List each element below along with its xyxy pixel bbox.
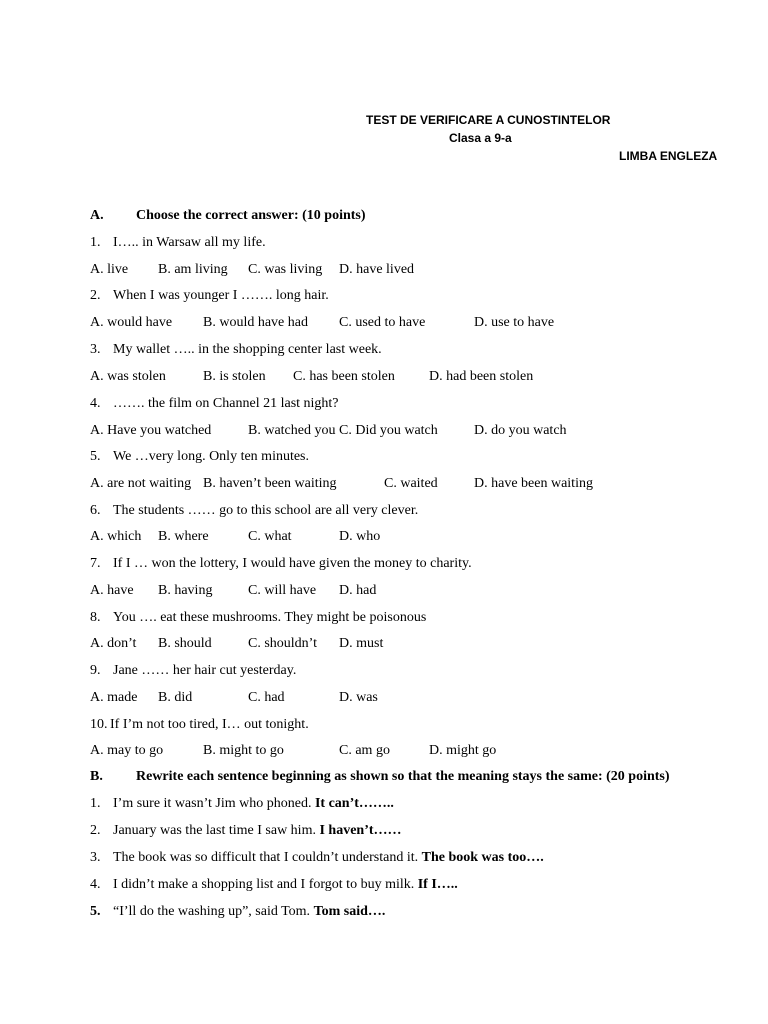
question-text: I….. in Warsaw all my life. bbox=[113, 235, 266, 250]
rewrite-prompt: I haven’t…… bbox=[319, 823, 402, 838]
answer-option: D. must bbox=[339, 636, 384, 651]
answer-option: C. Did you watch bbox=[339, 423, 438, 438]
answer-option: C. shouldn’t bbox=[248, 636, 317, 651]
answer-option: A. would have bbox=[90, 315, 173, 330]
question-8 bbox=[90, 610, 426, 626]
answer-option: C. had bbox=[248, 690, 285, 705]
question-number: 4. bbox=[90, 396, 101, 411]
question-text: Jane …… her hair cut yesterday. bbox=[113, 663, 297, 678]
rewrite-item-2 bbox=[90, 823, 402, 839]
answer-option: B. would have had bbox=[203, 315, 308, 330]
answer-option: A. are not waiting bbox=[90, 476, 192, 491]
answer-option: B. should bbox=[158, 636, 212, 651]
answer-option: A. which bbox=[90, 529, 142, 544]
answer-option: D. use to have bbox=[474, 315, 555, 330]
rewrite-sentence: January was the last time I saw him. bbox=[113, 823, 320, 838]
question-3 bbox=[90, 342, 382, 358]
answer-option: B. haven’t been waiting bbox=[203, 476, 337, 491]
answer-option: B. might to go bbox=[203, 743, 284, 758]
question-6 bbox=[90, 503, 418, 519]
rewrite-prompt: If I….. bbox=[417, 877, 458, 892]
question-1 bbox=[90, 235, 266, 251]
question-9 bbox=[90, 663, 296, 679]
answer-option: A. made bbox=[90, 690, 138, 705]
answer-option: A. live bbox=[90, 262, 129, 277]
question-number: 9. bbox=[90, 663, 101, 678]
rewrite-prompt: It can’t…….. bbox=[314, 796, 394, 811]
section-a-letter: A. bbox=[90, 208, 104, 223]
answer-option: A. was stolen bbox=[90, 369, 166, 384]
question-number: 1. bbox=[90, 235, 101, 250]
rewrite-item-3 bbox=[90, 850, 544, 866]
question-text: My wallet ….. in the shopping center last week. bbox=[113, 342, 382, 357]
question-text: The students …… go to this school are all very clever. bbox=[113, 503, 419, 518]
answer-option: A. Have you watched bbox=[90, 423, 212, 438]
answer-option: D. had bbox=[339, 583, 377, 598]
rewrite-sentence: “I’ll do the washing up”, said Tom. bbox=[113, 904, 314, 919]
answer-option: D. was bbox=[339, 690, 378, 705]
answer-option: D. had been stolen bbox=[429, 369, 534, 384]
answer-option: C. was living bbox=[248, 262, 323, 277]
answer-option: A. don’t bbox=[90, 636, 137, 651]
answer-option: B. did bbox=[158, 690, 193, 705]
answer-option: B. am living bbox=[158, 262, 228, 277]
rewrite-sentence: I’m sure it wasn’t Jim who phoned. bbox=[113, 796, 315, 811]
question-number: 8. bbox=[90, 610, 101, 625]
rewrite-number: 3. bbox=[90, 850, 101, 865]
rewrite-sentence: I didn’t make a shopping list and I forgot to buy milk. bbox=[113, 877, 418, 892]
rewrite-number: 5. bbox=[90, 904, 101, 919]
answer-option: A. have bbox=[90, 583, 134, 598]
subject-label: LIMBA ENGLEZA bbox=[619, 149, 718, 163]
question-7 bbox=[90, 556, 472, 572]
question-number: 7. bbox=[90, 556, 101, 571]
question-text: You …. eat these mushrooms. They might be poisonous bbox=[113, 610, 427, 625]
section-a-title: Choose the correct answer: (10 points) bbox=[136, 208, 366, 223]
rewrite-prompt: The book was too…. bbox=[421, 850, 544, 865]
answer-option: C. will have bbox=[248, 583, 317, 598]
answer-option: C. am go bbox=[339, 743, 390, 758]
section-b-title: Rewrite each sentence beginning as shown so that the meaning stays the same: (20 points) bbox=[136, 769, 670, 784]
answer-option: C. has been stolen bbox=[293, 369, 395, 384]
rewrite-prompt: Tom said…. bbox=[313, 904, 386, 919]
rewrite-item-1 bbox=[90, 796, 394, 812]
question-text: We …very long. Only ten minutes. bbox=[113, 449, 310, 464]
question-text: ……. the film on Channel 21 last night? bbox=[113, 396, 339, 411]
answer-option: D. who bbox=[339, 529, 381, 544]
answer-option: C. what bbox=[248, 529, 292, 544]
class-label: Clasa a 9-a bbox=[449, 131, 512, 145]
test-title: TEST DE VERIFICARE A CUNOSTINTELOR bbox=[366, 113, 611, 127]
answer-option: D. have lived bbox=[339, 262, 415, 277]
rewrite-item-4 bbox=[90, 877, 458, 893]
section-b-letter: B. bbox=[90, 769, 103, 784]
question-10 bbox=[90, 717, 309, 733]
answer-option: C. waited bbox=[384, 476, 438, 491]
question-number: 10. bbox=[90, 717, 108, 732]
answer-option: D. have been waiting bbox=[474, 476, 593, 491]
question-number: 2. bbox=[90, 288, 101, 303]
rewrite-item-5 bbox=[90, 904, 385, 920]
question-text: If I … won the lottery, I would have given the money to charity. bbox=[113, 556, 472, 571]
question-number: 6. bbox=[90, 503, 101, 518]
question-4 bbox=[90, 396, 339, 412]
rewrite-number: 1. bbox=[90, 796, 101, 811]
answer-option: D. might go bbox=[429, 743, 497, 758]
answer-option: B. watched you bbox=[248, 423, 336, 438]
answer-option: B. where bbox=[158, 529, 209, 544]
answer-option: B. is stolen bbox=[203, 369, 266, 384]
question-text: If I’m not too tired, I… out tonight. bbox=[110, 717, 309, 732]
rewrite-sentence: The book was so difficult that I couldn’t understand it. bbox=[113, 850, 422, 865]
question-2 bbox=[90, 288, 329, 304]
question-text: When I was younger I ……. long hair. bbox=[113, 288, 329, 303]
rewrite-number: 4. bbox=[90, 877, 101, 892]
question-number: 5. bbox=[90, 449, 101, 464]
answer-option: D. do you watch bbox=[474, 423, 567, 438]
answer-option: C. used to have bbox=[339, 315, 426, 330]
question-5 bbox=[90, 449, 309, 465]
question-number: 3. bbox=[90, 342, 101, 357]
rewrite-number: 2. bbox=[90, 823, 101, 838]
answer-option: A. may to go bbox=[90, 743, 164, 758]
answer-option: B. having bbox=[158, 583, 213, 598]
